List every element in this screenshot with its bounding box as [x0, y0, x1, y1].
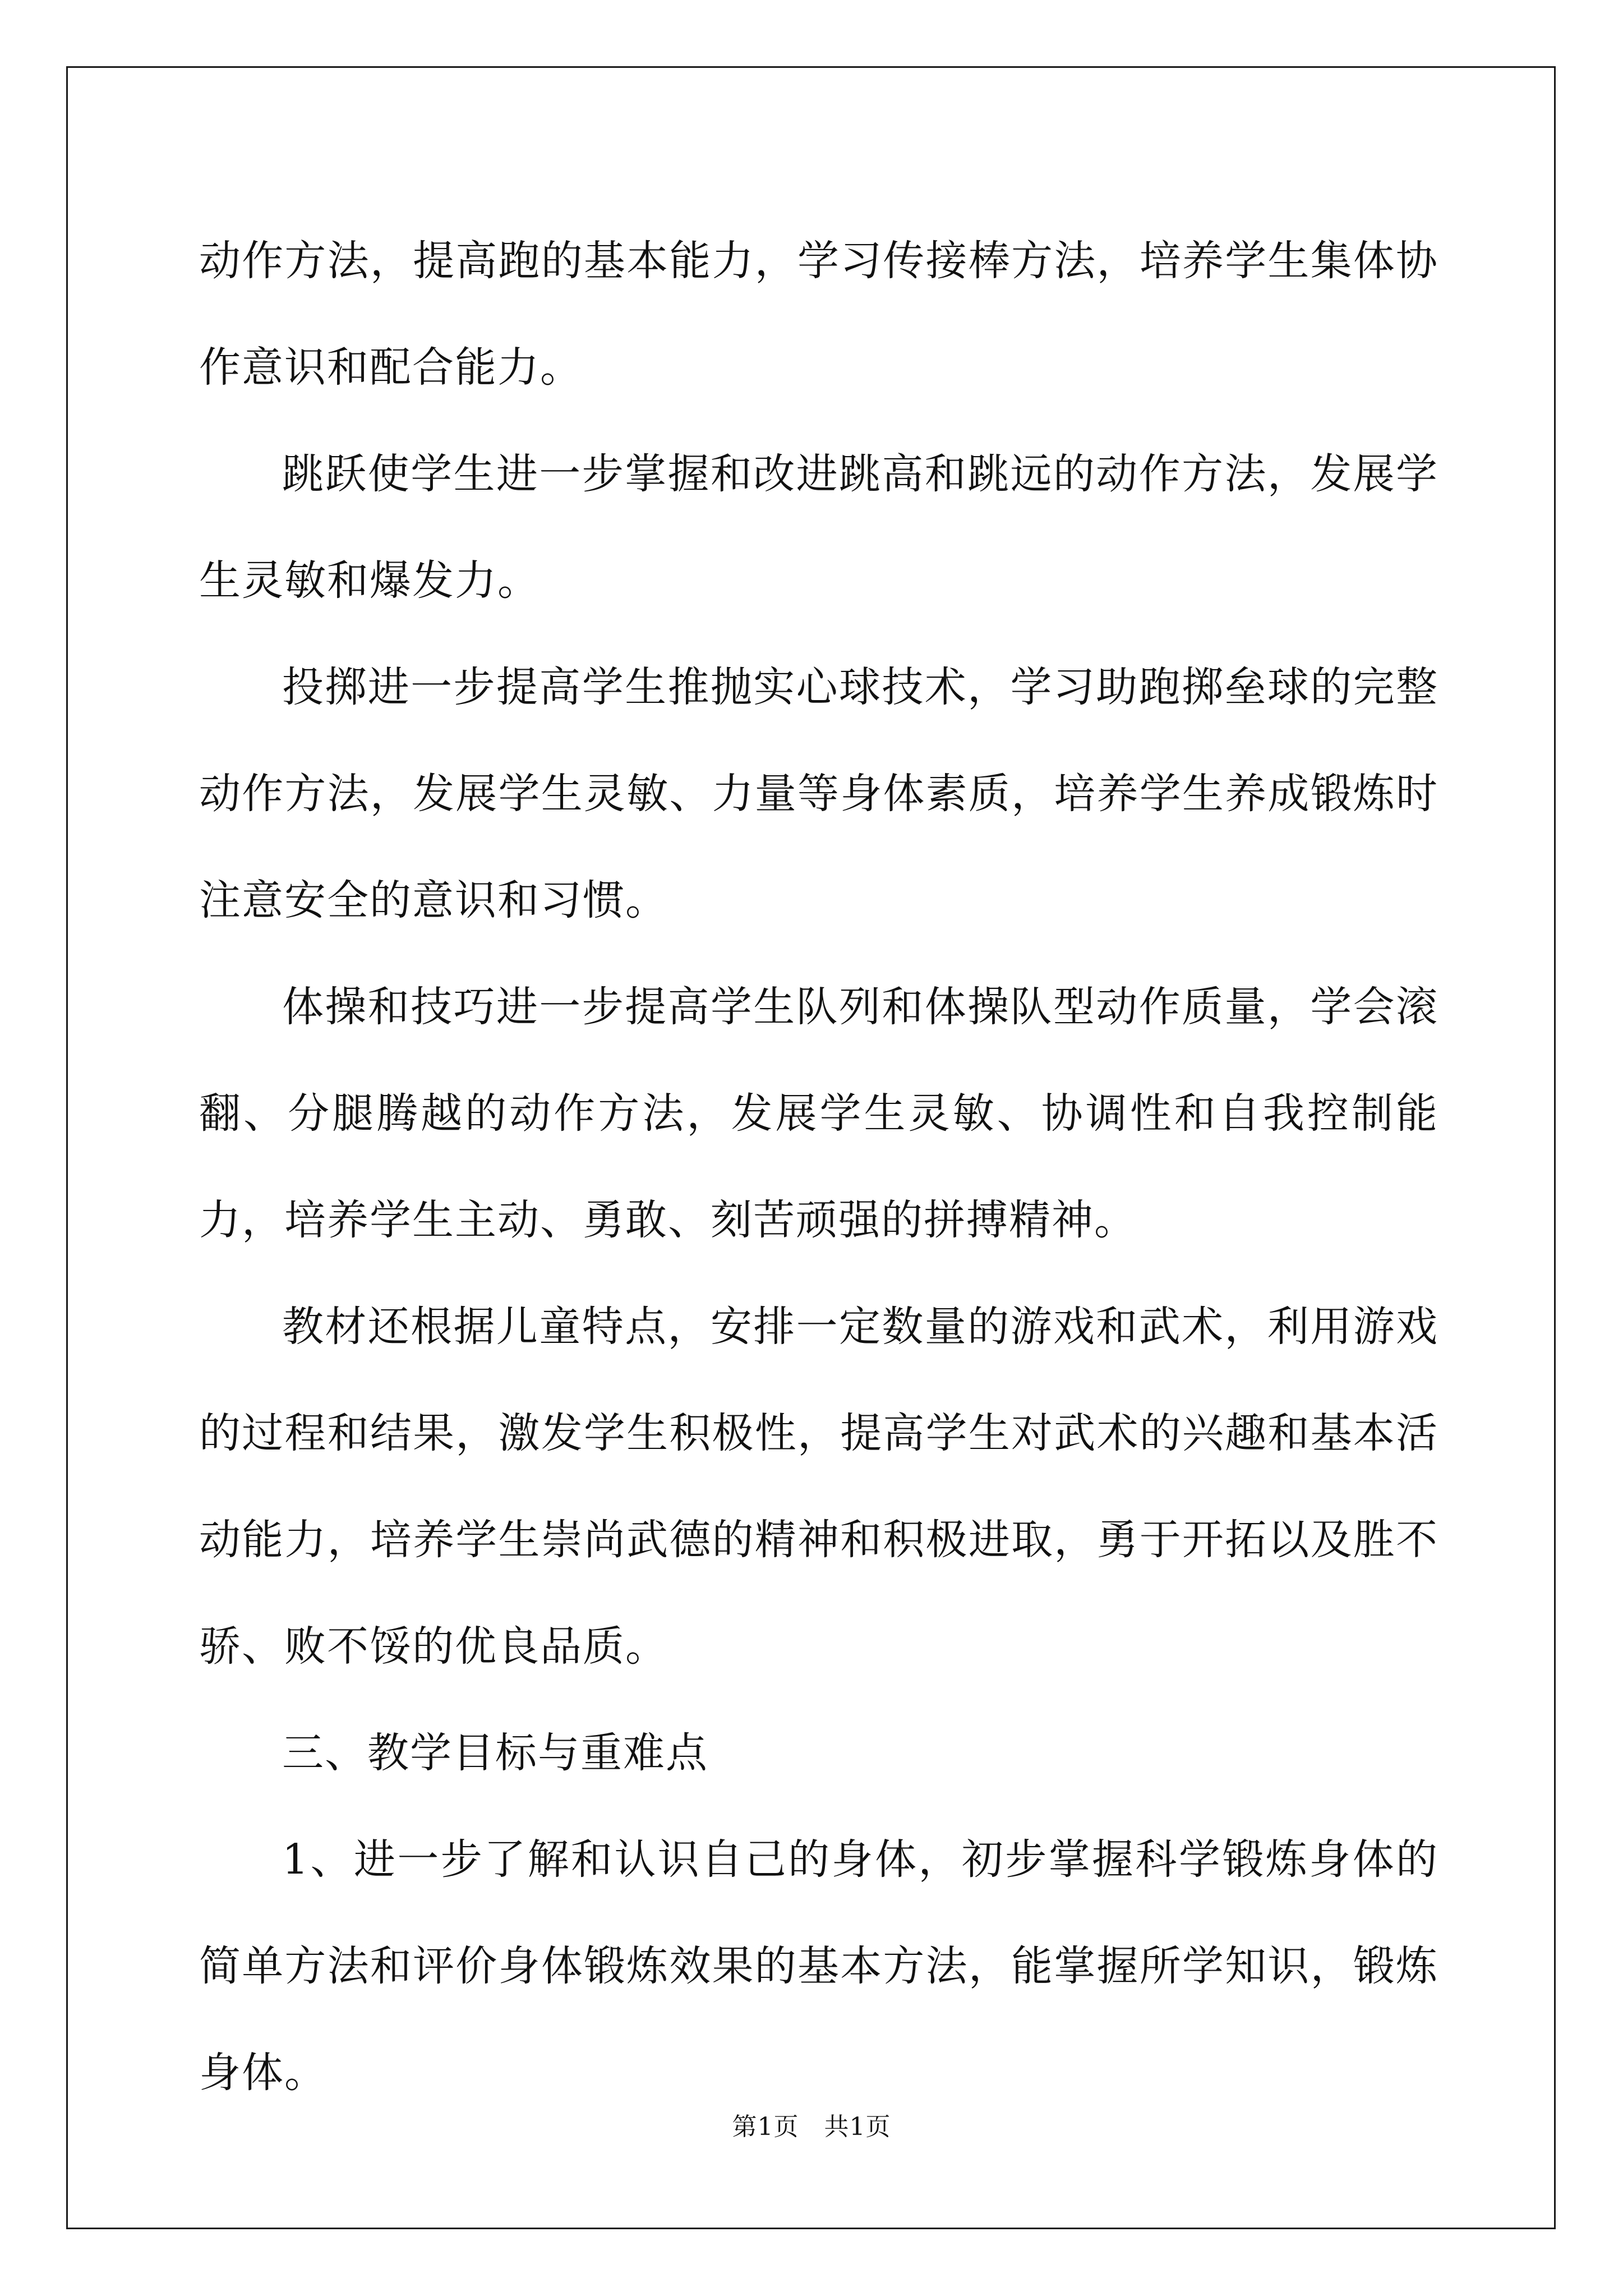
document-body [199, 208, 1438, 2126]
paragraph-3: 投掷进一步提高学生推抛实心球技术，学习助跑掷垒球的完整动作方法，发展学生灵敏、力量等身体素质，培养学生养成锻炼时注意安全的意识和习惯。 [199, 663, 1438, 924]
paragraph-2: 跳跃使学生进一步掌握和改进跳高和跳远的动作方法，发展学生灵敏和爆发力。 [199, 450, 1438, 605]
section-heading: 三、教学目标与重难点 [282, 1729, 708, 1777]
page-footer [0, 2106, 1623, 2142]
paragraph-1: 动作方法，提高跑的基本能力，学习传接棒方法，培养学生集体协作意识和配合能力。 [199, 237, 1438, 392]
paragraph-4: 体操和技巧进一步提高学生队列和体操队型动作质量，学会滚翻、分腿腾越的动作方法，发展学生灵敏、协调性和自我控制能力，培养学生主动、勇敢、刻苦顽强的拼搏精神。 [199, 983, 1438, 1244]
paragraph-5: 教材还根据儿童特点，安排一定数量的游戏和武术，利用游戏的过程和结果，激发学生积极性，提高学生对武术的兴趣和基本活动能力，培养学生崇尚武德的精神和积极进取，勇于开拓以及胜不骄、败不馁的优良品质。 [199, 1303, 1438, 1671]
paragraph-7: 1、进一步了解和认识自己的身体，初步掌握科学锻炼身体的简单方法和评价身体锻炼效果的基本方法，能掌握所学知识，锻炼身体。 [199, 1835, 1438, 2097]
page-number-label: 第1页 共1页 [732, 2113, 891, 2141]
